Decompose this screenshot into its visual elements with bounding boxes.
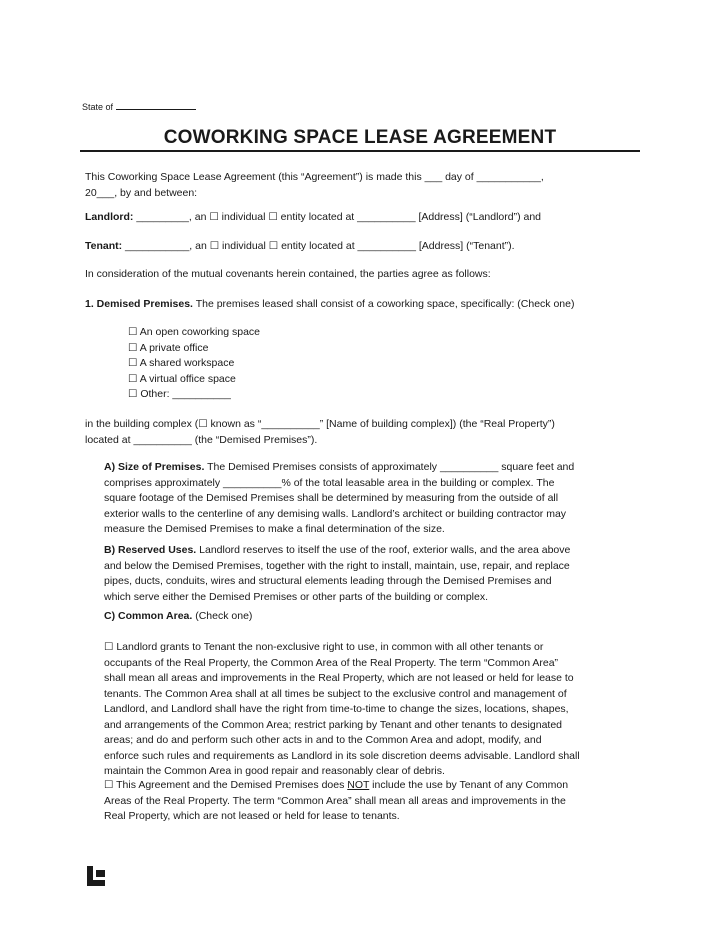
common-option-1-line-4: tenants. The Common Area shall at all times be subject to the exclusive control and management of bbox=[104, 687, 567, 700]
section-1-heading: 1. Demised Premises. bbox=[85, 298, 193, 310]
intro-line-2: 20___, by and between: bbox=[85, 186, 198, 199]
common-option-1-line-6: and arrangements of the Common Area; restrict parking by Tenant and other tenants to designated bbox=[104, 718, 563, 731]
reserved-uses-paragraph bbox=[104, 543, 638, 605]
common-area-option-1[interactable] bbox=[104, 640, 638, 780]
reserved-line-4: which serve either the Demised Premises or other parts of the building or complex. bbox=[104, 590, 489, 603]
size-of-premises-paragraph bbox=[104, 460, 638, 538]
state-blank bbox=[116, 109, 196, 110]
size-line-1: The Demised Premises consists of approximately __________ square feet and bbox=[204, 461, 575, 473]
state-label: State of bbox=[82, 102, 114, 112]
reserved-line-1: Landlord reserves to itself the use of the roof, exterior walls, and the area above bbox=[196, 544, 571, 556]
common-option-1-line-1: ☐ Landlord grants to Tenant the non-exclusive right to use, in common with all other tenants or bbox=[104, 641, 544, 653]
size-line-4: exterior walls to the centerline of any demising walls. Landlord’s architect or building contractor may bbox=[104, 507, 567, 520]
tenant-label: Tenant: bbox=[85, 240, 123, 252]
building-line-2: located at __________ (the “Demised Premises”). bbox=[85, 433, 318, 446]
reserved-line-2: and below the Demised Premises, together with the right to install, maintain, use, repair, and replace bbox=[104, 559, 570, 572]
common-option-1-line-2: occupants of the Real Property, the Common Area of the Real Property. The term “Common Area” bbox=[104, 656, 559, 669]
size-line-5: measure the Demised Premises to make a final determination of the size. bbox=[104, 523, 445, 535]
common-option-1-line-3: shall mean all areas and improvements in the Real Property, which are not leased or held for lease to bbox=[104, 672, 574, 684]
common-option-2-line-3: Real Property, which are not leased or held for lease to tenants. bbox=[104, 810, 400, 822]
consideration-paragraph: In consideration of the mutual covenants herein contained, the parties agree as follows: bbox=[85, 268, 491, 280]
title-rule bbox=[80, 150, 640, 152]
common-option-2-post: include the use by Tenant of any Common bbox=[369, 779, 569, 791]
size-line-3: square footage of the Demised Premises shall be determined by measuring from the outside of all bbox=[104, 492, 559, 504]
section-1-heading-line bbox=[85, 297, 640, 313]
reserved-line-3: pipes, ducts, conduits, wires and structural elements leading through the Demised Premises and bbox=[104, 575, 552, 587]
document-title: COWORKING SPACE LEASE AGREEMENT bbox=[163, 127, 557, 148]
common-option-1-line-5: Landlord, and Landlord shall have the right from time-to-time to change the sizes, locations, shapes, bbox=[104, 703, 569, 715]
common-option-1-line-9: maintain the Common Area in good repair and reasonably clear of debris. bbox=[104, 765, 445, 777]
landlord-text: _________, an ☐ individual ☐ entity located at __________ [Address] (“Landlord”) and bbox=[133, 211, 542, 223]
building-line-1: in the building complex (☐ known as “__________” [Name of building complex]) (the “Real Property”) bbox=[85, 418, 555, 430]
common-area-option-2[interactable] bbox=[104, 778, 638, 825]
common-option-1-line-8: enforce such rules and requirements as Landlord in its sole discretion deems advisable. Landlord shall bbox=[104, 749, 580, 762]
intro-line-1: This Coworking Space Lease Agreement (this “Agreement”) is made this ___ day of ___________, bbox=[85, 171, 544, 183]
common-option-1-line-7: areas; and do and perform such other acts in and to the Common Area and adopt, modify, and bbox=[104, 734, 542, 746]
premises-option-shared[interactable]: ☐ A shared workspace bbox=[128, 357, 235, 369]
premises-option-other[interactable]: ☐ Other: __________ bbox=[128, 388, 231, 400]
common-option-2-not: NOT bbox=[347, 779, 370, 791]
landlord-line bbox=[85, 210, 640, 226]
brand-logo-icon bbox=[87, 866, 105, 886]
common-option-2-line-2: Areas of the Real Property. The term “Common Area” shall mean all areas and improvements in the bbox=[104, 794, 566, 807]
reserved-uses-heading: B) Reserved Uses. bbox=[104, 544, 197, 556]
common-area-text: (Check one) bbox=[192, 610, 253, 622]
intro-paragraph bbox=[85, 170, 640, 201]
landlord-label: Landlord: bbox=[85, 211, 134, 223]
premises-option-virtual[interactable]: ☐ A virtual office space bbox=[128, 372, 236, 385]
common-option-2-pre: ☐ This Agreement and the Demised Premises does bbox=[104, 779, 348, 791]
tenant-text: ___________, an ☐ individual ☐ entity located at __________ [Address] (“Tenant”). bbox=[122, 240, 515, 252]
premises-option-private[interactable]: ☐ A private office bbox=[128, 341, 209, 354]
premises-checklist bbox=[128, 325, 260, 403]
common-area-heading-line bbox=[104, 609, 638, 625]
common-area-heading: C) Common Area. bbox=[104, 610, 193, 622]
premises-option-open[interactable]: ☐ An open coworking space bbox=[128, 326, 260, 338]
state-line bbox=[82, 102, 196, 112]
tenant-line bbox=[85, 239, 640, 255]
building-paragraph bbox=[85, 417, 640, 448]
size-line-2: comprises approximately __________% of the total leasable area in the building or complex. The bbox=[104, 476, 555, 489]
section-1-text: The premises leased shall consist of a coworking space, specifically: (Check one) bbox=[192, 298, 575, 310]
size-of-premises-heading: A) Size of Premises. bbox=[104, 461, 205, 473]
